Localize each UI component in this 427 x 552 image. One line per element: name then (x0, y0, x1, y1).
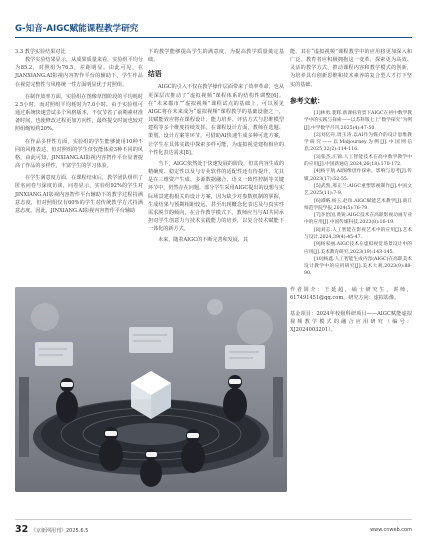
page-number: 32 (15, 524, 29, 535)
subsection-heading: 3.3 教学实验结果对比 (15, 49, 66, 55)
paragraph: 在作品多样性方面，实验组的学生能够使用10种不同的风格表达，但对照组的学生仅仅能体验3种不同的风格，由此可知，JINXIANG.AI影视内容智作平台显著提高了作品的多样性，丰富学生的学习体验。 (15, 138, 143, 170)
column-3 (290, 48, 412, 335)
reference-item: [3]张杰,庄锦.人工智能技术在高中数学教学中的应用[J].中国新通信,2024,26(18):170-172. (304, 154, 412, 168)
reference-item: [5]武凯,邢正兰.AIGC重塑影视制作[J].中国文艺,2025(11):7-9. (304, 183, 412, 197)
magazine-name: 《京新网用刊》2025.6.5 (31, 528, 89, 534)
reference-item: [9]杨家丽.AIGC技术在虚拟视觉场景设计中的应用[J].美术教育研究,2023(19):143-145. (304, 242, 412, 255)
fund-note: 基金项目：2024年校级科研项目——AIGC赋能虚拟视频教学模式的融合应用研究（编号：XJ2024003201）。 (290, 311, 412, 334)
paragraph: 能，其在“虚拟视频”课程教学中的应用将更加深入和广泛。教育者应积极拥抱这一变革，探索更为高效、灵活的教学方式，推动课程内容和教学模式的创新，为培养具有创新思维和技术素养的复合型人才打下坚实的基础。 (290, 49, 412, 88)
paragraph: 在制作效率方面，实验组在图像草图阶段的平均耗时2.5小时，而对照组平均耗时为7.0小时。由于实验组可通过系统快速尝试多个风格版本，不仅节省了前期素材准备时间，也使修改过程更加方向性，最终提交时间也较对照组缩短约20%。 (15, 93, 143, 133)
author-bio: 作者简介：王延超，硕士研究生，讲师，617491451@qq.com，研究方向：虚拟影像。 (290, 286, 412, 301)
conclusion-heading: 结语 (148, 70, 162, 79)
reference-item: [2]刘亿舟,周玉涛.以AI作为媒介的设计思维教学研究——以Midjourney为例[J].中国网信息,2025,32(2):114-116. (304, 132, 412, 153)
paragraph: 教学实验结果显示，从成果质量来看，实验组平均分为85.2，对照组为76.5，差距明显。由此可见，在JIANXIANG.AI影视内容智作平台的辅助下，学生作品在视觉完整性与风格统一性方面明显优于对照组。 (15, 57, 143, 88)
reference-item: [6]谭略,杨玉,赵珍.AIGC赋能艺术教学[J].商丘师范学院学报,2024(5):76-79. (304, 198, 412, 211)
references-heading: 参考文献： (290, 96, 324, 105)
reference-item: [1]林勇,裴辉.新课标背景下AIGC在初中数学教学中的实践与探索——以苏科版七上“数学探究”为例[J].中学数学月刊,2025(4):47-50. (304, 110, 412, 131)
column-1 (15, 48, 143, 215)
footer-rule (15, 519, 412, 520)
vr-scene-svg (15, 287, 287, 492)
vr-classroom-illustration (15, 287, 287, 492)
paragraph: 在学生满意度方面，在课程结束后，教学团队组织了匿名问卷与深度访谈，问卷显示，实验组92%的学生对JINXIANG.AI影视内容智作平台辅助下的教学过程持满意态度，但对照组仅有60%的学生对传统教学方式持满意态度。因此，JINXIANG.AI影视内容智作平台辅助 (15, 175, 143, 214)
reference-item: [7]李治国,黄锐.AIGC技术在高职影视动画专业中的应用[J].中国传媒科技,2023(8):16-19. (304, 213, 412, 226)
paragraph: 未来，随着AIGC的不断完善和发展，其 (158, 237, 249, 244)
website: www.cnweb.com (370, 527, 412, 533)
section-header: G-知音-AIGC赋能课程教学研究 (15, 24, 139, 34)
reference-item: [8]刘志.人工智能在影视艺术中的应用[J].艺术与设计,2024,39(4):45-47. (304, 227, 412, 240)
column-2 (148, 48, 284, 244)
paragraph: AIGC的引入不仅在教学操作层面带来了效率革命，也从更深层次推动了“虚拟视频”课程体系的结构性调整[6]。在“未来都市”“虚拟视频”课程试点的基础上，可以预见AIGC将在未来成为“虚拟视频”课程教学的基础设施之一，其赋能效应将在课程设计、能力培养、评估方式与思维模型建构等多个维度持续发挥。在课程设计方面，教师在选题、策划、设计方案等环节，可借助AI快速生成多种可选方案，让学生在具体实践中探索多样可能，为虚拟视觉建构相应的个性化表达需求[8]。 (148, 84, 284, 156)
reference-list (290, 110, 412, 278)
header-rule (15, 37, 412, 38)
reference-item: [4]杨宇航.AI图像创作探索，影响与思考[J].传媒,2023(17):52-55. (304, 169, 412, 182)
reference-item: [10]杨鑫.人工智能生成内容(AIGC)在高职美术设计教学中的应用研究[J].美术大观,2023(9):88-90. (304, 256, 412, 277)
paragraph: 下的教学能够提高学生的满意度，为提高教学质量奠定基础。 (148, 49, 284, 64)
paragraph: 当下，AIGC依然处于快速发展的阶段，但其内容生成的精确度、稳定性以及与专业软件的适配性还有待提升，尤其是在三维资产生成、多源数据融合、语义一致性控制等关键环节中，仍然存在问题。部分学生采用AIGC提出的设想与实际场景建构相关的设计方案，因为缺少对参数机制的掌握，生成结果与预期相距较远，甚至出现概念化表达及与真实性需求脱节的倾向。在合作教学模式下，教师应当与AI共同承担对学生创意力与技术实践能力的培养，以复合技术赋能下一体化的新方式。 (148, 160, 284, 233)
